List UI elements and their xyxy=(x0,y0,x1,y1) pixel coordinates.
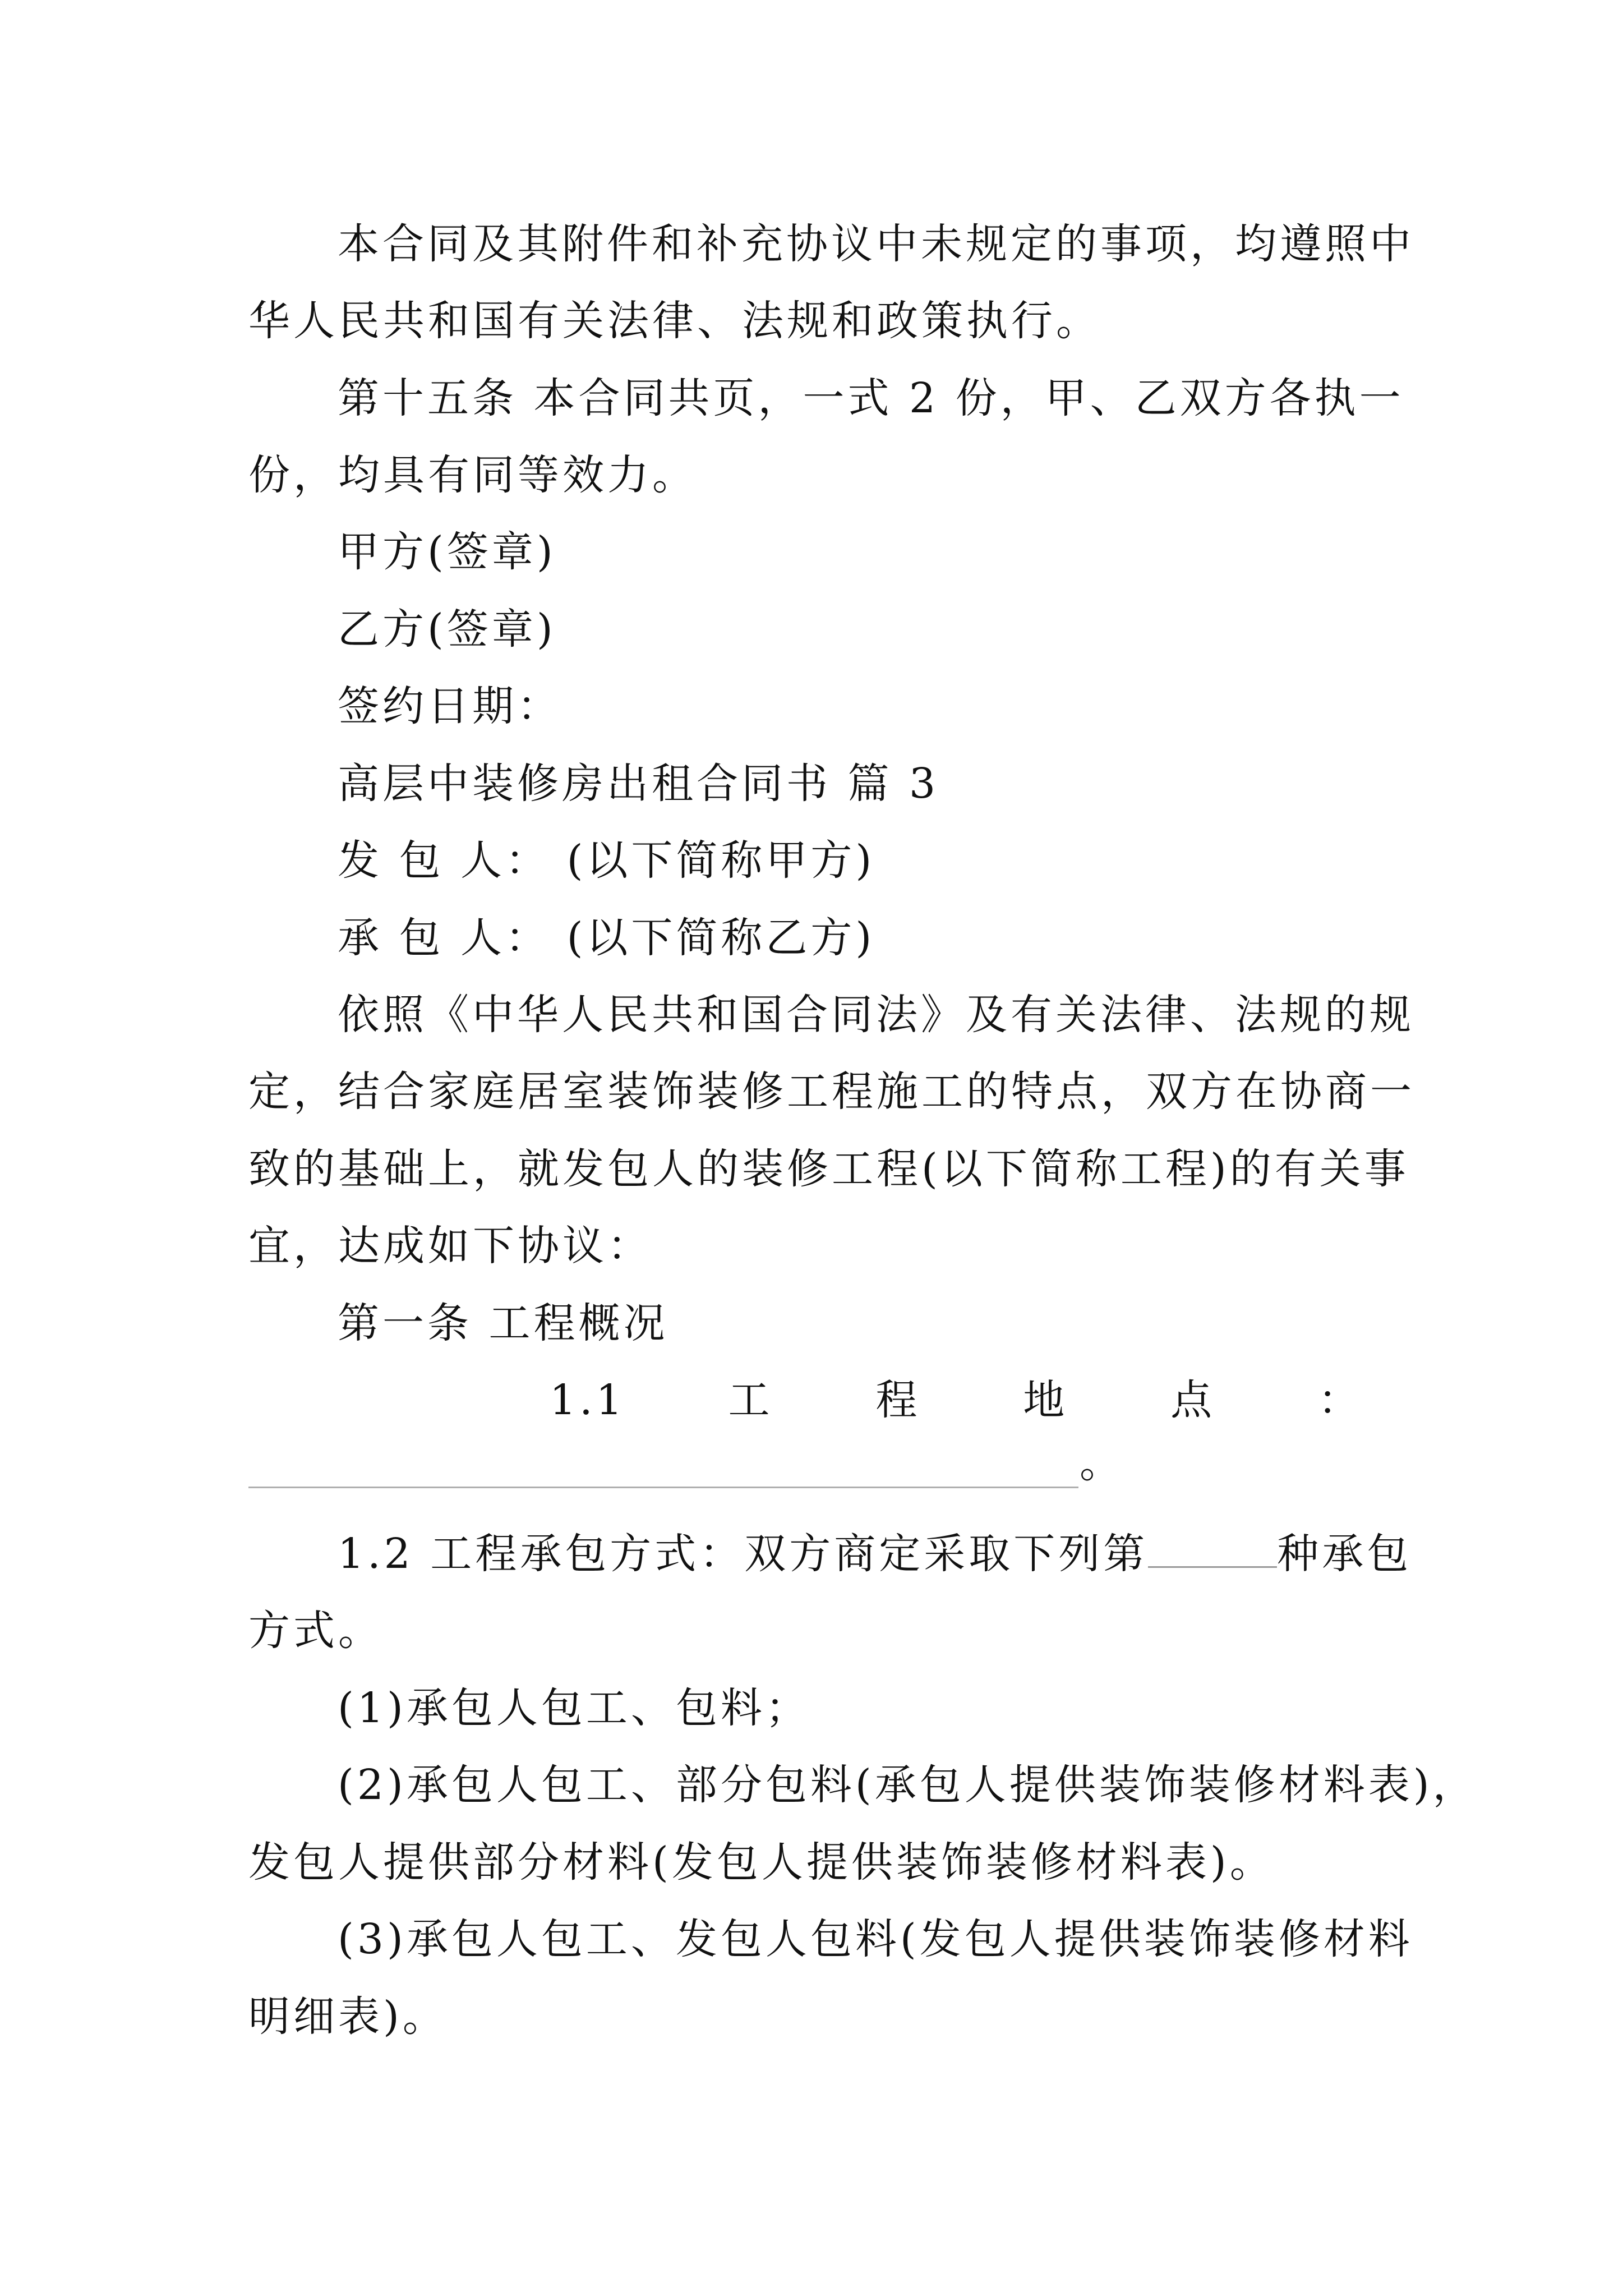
period-mark: 。 xyxy=(1080,1439,1121,1487)
paragraph-line: 依照《中华人民共和国合同法》及有关法律、法规的规 xyxy=(338,991,1414,1039)
colon: ： xyxy=(1317,1376,1363,1424)
label-char: 工 xyxy=(728,1376,773,1424)
location-blank-underline xyxy=(248,1487,1078,1488)
contractor-line: 承 包 人： (以下简称乙方) xyxy=(338,914,875,962)
paragraph-line: 本合同及其附件和补充协议中未规定的事项，均遵照中 xyxy=(338,220,1414,268)
paragraph-line: 发包人提供部分材料(发包人提供装饰装修材料表)。 xyxy=(248,1838,1275,1887)
option-1: (1)承包人包工、包料； xyxy=(338,1684,810,1732)
method-blank-underline xyxy=(1148,1527,1277,1568)
item-number: 1.1 xyxy=(550,1376,626,1424)
paragraph-line: 华人民共和国有关法律、法规和政策执行。 xyxy=(248,297,1101,345)
paragraph-line: 明细表)。 xyxy=(248,1993,448,2041)
contract-method-label: 1.2 工程承包方式：双方商定采取下列第 xyxy=(338,1530,1149,1578)
label-char: 程 xyxy=(875,1376,921,1424)
employer-line: 发 包 人： (以下简称甲方) xyxy=(338,836,875,885)
paragraph-line: 宜，达成如下协议： xyxy=(248,1222,652,1270)
paragraph-line: 方式。 xyxy=(248,1607,383,1655)
section-title: 高层中装修房出租合同书 篇 3 xyxy=(338,760,939,808)
project-location-line xyxy=(550,1372,1363,1428)
contract-method-suffix: 种承包 xyxy=(1277,1530,1412,1578)
paragraph-line: 份，均具有同等效力。 xyxy=(248,451,697,499)
paragraph-line: 致的基础上，就发包人的装修工程(以下简称工程)的有关事 xyxy=(248,1145,1409,1193)
signing-date: 签约日期： xyxy=(338,682,562,730)
label-char: 点 xyxy=(1170,1376,1216,1424)
label-char: 地 xyxy=(1023,1376,1068,1424)
paragraph-line: 第十五条 本合同共页，一式 2 份，甲、乙双方各执一 xyxy=(338,374,1404,422)
contract-method-line xyxy=(338,1526,1412,1582)
option-2: (2)承包人包工、部分包料(承包人提供装饰装修材料表)， xyxy=(338,1761,1478,1809)
option-3: (3)承包人包工、发包人包料(发包人提供装饰装修材料 xyxy=(338,1915,1413,1963)
article-heading: 第一条 工程概况 xyxy=(338,1299,668,1347)
signature-party-a: 甲方(签章) xyxy=(338,528,556,576)
paragraph-line: 定，结合家庭居室装饰装修工程施工的特点，双方在协商一 xyxy=(248,1068,1415,1116)
signature-party-b: 乙方(签章) xyxy=(338,605,556,654)
